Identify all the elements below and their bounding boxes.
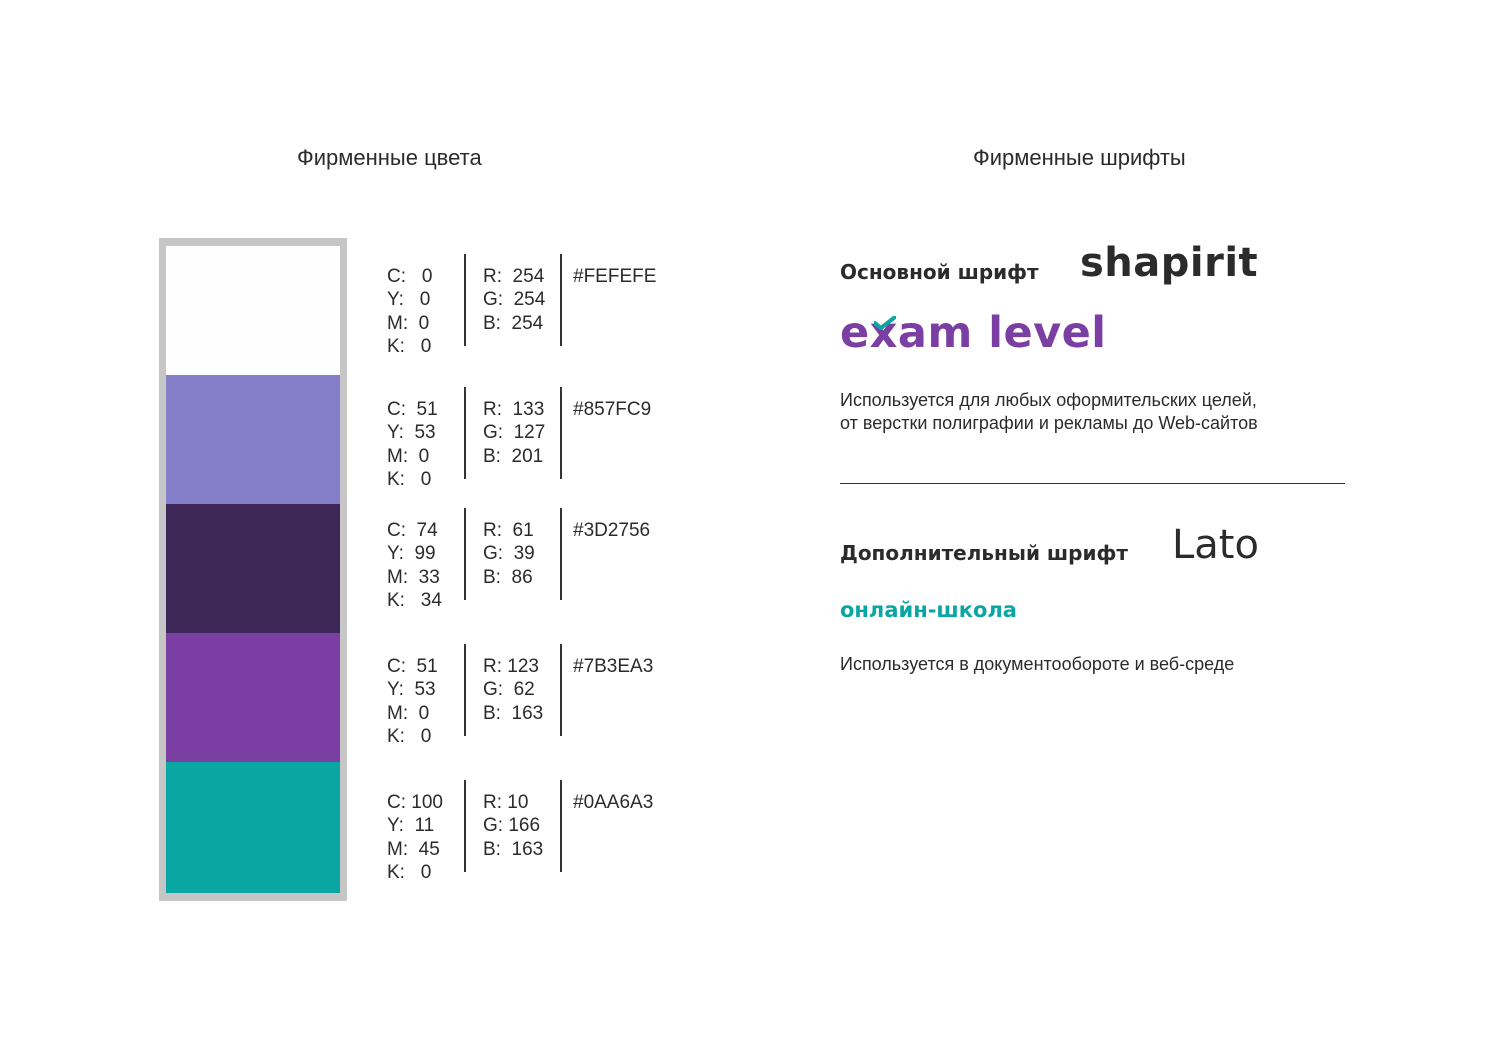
logo-text-prefix: e <box>840 308 870 358</box>
secondary-font-name: Lato <box>1172 522 1259 568</box>
logo-text-suffix: am level <box>897 308 1107 358</box>
rgb-value: R: 254 <box>483 266 545 287</box>
cmyk-value: K: 0 <box>387 861 432 883</box>
cmyk-value: C: 0 <box>387 266 433 287</box>
rgb-value: B: 163 <box>483 838 544 860</box>
cmyk-value: K: 0 <box>387 468 432 490</box>
cmyk-value: K: 34 <box>387 589 442 611</box>
check-tick-icon <box>874 316 896 330</box>
color-swatch <box>166 246 340 375</box>
cmyk-value: Y: 11 <box>387 815 435 837</box>
color-swatch <box>166 504 340 633</box>
cmyk-value: K: 0 <box>387 335 432 357</box>
secondary-font-description: Используется в документообороте и веб-среде <box>840 654 1235 674</box>
exam-level-logo <box>840 308 1107 358</box>
cmyk-values <box>387 265 457 358</box>
rgb-values <box>483 265 563 335</box>
hex-value: #857FC9 <box>573 399 652 420</box>
cmyk-value: C: 100 <box>387 792 443 813</box>
hex-value: #0AA6A3 <box>573 792 654 813</box>
hex-value: #3D2756 <box>573 520 651 541</box>
cmyk-value: M: 0 <box>387 445 430 467</box>
rgb-value: B: 254 <box>483 312 544 334</box>
cmyk-value: K: 0 <box>387 725 432 747</box>
cmyk-value: Y: 53 <box>387 679 436 701</box>
cmyk-value: C: 51 <box>387 399 438 420</box>
primary-font-description <box>840 389 1258 435</box>
separator-line <box>560 780 562 872</box>
rgb-value: B: 163 <box>483 702 544 724</box>
separator-line <box>560 254 562 346</box>
cmyk-values <box>387 398 457 491</box>
hex-value: #7B3EA3 <box>573 656 654 677</box>
rgb-value: R: 133 <box>483 399 545 420</box>
color-swatch <box>166 633 340 762</box>
rgb-values <box>483 655 563 725</box>
rgb-values <box>483 791 563 861</box>
color-swatch <box>166 375 340 504</box>
cmyk-value: M: 0 <box>387 702 430 724</box>
rgb-value: R: 10 <box>483 792 529 813</box>
separator-line <box>464 644 466 736</box>
rgb-value: B: 201 <box>483 445 544 467</box>
separator-line <box>464 780 466 872</box>
logo-text-x: x <box>869 308 898 358</box>
primary-font-name: shapirit <box>1080 240 1259 286</box>
color-swatch <box>166 762 340 893</box>
rgb-value: G: 166 <box>483 815 541 837</box>
rgb-value: G: 127 <box>483 422 546 444</box>
hex-value: #FEFEFE <box>573 266 657 287</box>
rgb-value: B: 86 <box>483 566 533 588</box>
cmyk-value: Y: 0 <box>387 289 431 311</box>
separator-line <box>560 387 562 479</box>
cmyk-value: C: 51 <box>387 656 438 677</box>
rgb-value: R: 123 <box>483 656 539 677</box>
brand-fonts-title: Фирменные шрифты <box>973 145 1186 170</box>
cmyk-values <box>387 655 457 748</box>
rgb-value: G: 39 <box>483 543 535 565</box>
separator-line <box>464 254 466 346</box>
primary-font-label: Основной шрифт <box>840 260 1039 284</box>
brand-colors-title: Фирменные цвета <box>297 145 482 170</box>
primary-description-line-1: Используется для любых оформительских целей, <box>840 390 1257 410</box>
separator-line <box>464 508 466 600</box>
rgb-value: G: 62 <box>483 679 535 701</box>
cmyk-value: Y: 53 <box>387 422 436 444</box>
primary-description-line-2: от верстки полиграфии и рекламы до Web-сайтов <box>840 413 1258 433</box>
cmyk-value: M: 45 <box>387 838 440 860</box>
section-divider <box>840 483 1345 484</box>
cmyk-value: M: 33 <box>387 566 440 588</box>
cmyk-value: M: 0 <box>387 312 430 334</box>
rgb-value: G: 254 <box>483 289 546 311</box>
separator-line <box>560 644 562 736</box>
separator-line <box>560 508 562 600</box>
secondary-font-label: Дополнительный шрифт <box>840 541 1128 565</box>
rgb-values <box>483 519 563 589</box>
separator-line <box>464 387 466 479</box>
cmyk-value: Y: 99 <box>387 543 436 565</box>
rgb-value: R: 61 <box>483 520 534 541</box>
rgb-values <box>483 398 563 468</box>
secondary-font-sample: онлайн-школа <box>840 598 1017 622</box>
cmyk-values <box>387 791 457 884</box>
cmyk-values <box>387 519 457 612</box>
cmyk-value: C: 74 <box>387 520 438 541</box>
